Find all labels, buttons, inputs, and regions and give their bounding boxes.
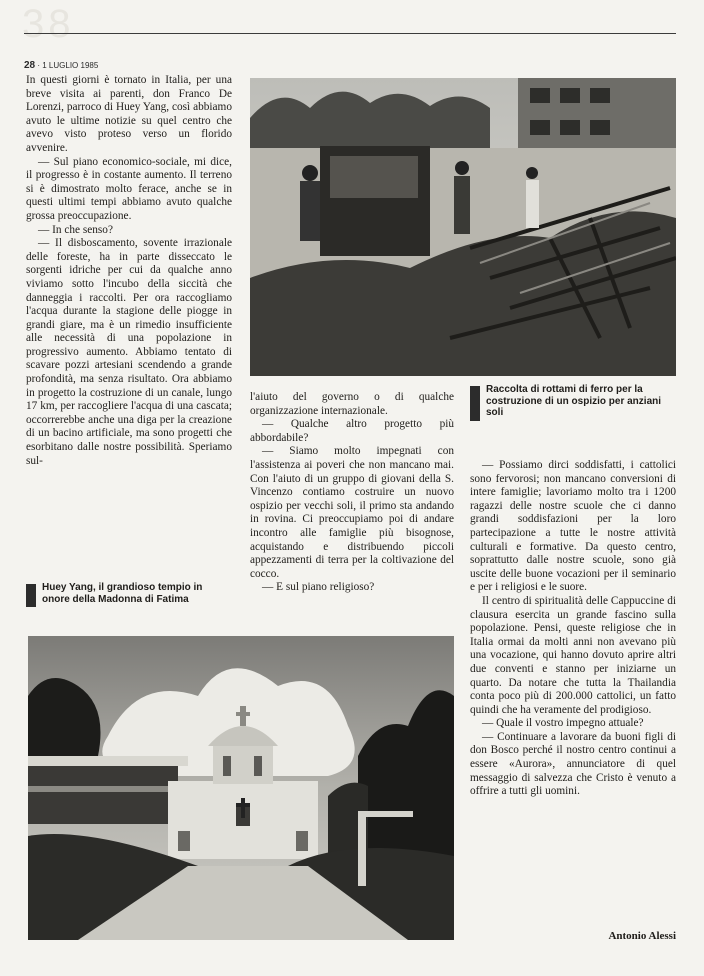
page-number: 28 bbox=[24, 60, 36, 71]
paragraph: — Continuare a lavorare da buoni figli di don Bosco perché il nostro centro continui a essere «Aurora», annunciatore di quel messaggio di salvezza che Cristo è venuto a offrire a tutti gli uomini. bbox=[470, 730, 676, 798]
caption-text: Raccolta di rottami di ferro per la costruzione di un ospizio per anziani soli bbox=[486, 384, 662, 418]
paragraph: — Sul piano economico-sociale, mi dice, il progresso è in costante aumento. Il terreno si è dimostrato molto ferace, anche se in questi ultimi tempi abbiamo avuto qualche grossa preoccupazione. bbox=[26, 155, 232, 222]
issue-date: 1 LUGLIO 1985 bbox=[42, 61, 99, 70]
paragraph: — Quale il vostro impegno attuale? bbox=[482, 717, 644, 730]
author-signature: Antonio Alessi bbox=[608, 930, 676, 942]
scrap-photo-caption bbox=[470, 384, 676, 419]
caption-text: Huey Yang, il grandioso tempio in onore della Madonna di Fatima bbox=[42, 582, 203, 605]
article-column-1 bbox=[26, 74, 232, 468]
church-photo bbox=[28, 636, 454, 940]
paragraph: l'aiuto del governo o di qualche organizzazione internazionale. bbox=[250, 391, 454, 417]
paragraph: — Il disboscamento, sovente irrazionale delle foreste, ha in parte disseccato le sorgenti idriche per cui da qualche anno viviamo sotto l'incubo della siccità che danneggia i raccolti. Per ora raccogliamo l'acqua durante la stagione delle piogge in grandi giare, ma è un rimedio insufficiente alle necessità di una popolazione in progressivo aumento. Abbiamo tentato di scavare pozzi artesiani scendendo a grande profondità, ma senza risultato. Ora abbiamo in progetto la costruzione di un canale, lungo 17 km, per raccogliere l'acqua di una cascata; occorrerebbe anche una diga per la creazione di un bacino artificiale, ma sono progetti che esorbitano dalle nostre possibilità. Speriamo sul- bbox=[26, 237, 232, 467]
ghost-print-through: 38 bbox=[22, 2, 75, 46]
header-rule bbox=[24, 33, 676, 34]
paragraph: — Siamo molto impegnati con l'assistenza ai poveri che non mancano mai. Con l'aiuto di un gruppo di giovani della S. Vincenzo contiamo costruire un nuovo ospizio per vecchi soli, il primo sta andando in rovina. Ci preoccupiamo poi di andare incontro alle famiglie più bisognose, acquistando e distribuendo piccoli appezzamenti di terra per la coltivazione del cocco. bbox=[250, 445, 454, 580]
article-column-3 bbox=[470, 459, 676, 799]
scrap-iron-photo bbox=[250, 78, 676, 376]
caption-bar bbox=[470, 386, 480, 421]
paragraph: — Qualche altro progetto più abbordabile? bbox=[250, 418, 454, 444]
church-photo-caption bbox=[26, 582, 222, 605]
caption-bar bbox=[26, 584, 36, 607]
paragraph: In questi giorni è tornato in Italia, per una breve visita ai parenti, don Franco De Lorenzi, parroco di Huey Yang, così abbiamo avuto le ultime notizie su quel centro che avevo visto proteso verso un florido avvenire. bbox=[26, 74, 232, 154]
paragraph: — Possiamo dirci soddisfatti, i cattolici sono fervorosi; non mancano conversioni di intere famiglie; lavoriamo molto tra i 1200 ragazzi delle nostre scuole che ci danno grandi soddisfazioni per la loro partecipazione a tutte le nostre attività culturali e formative. Da questo centro, soprattutto dalle nostre scuole, sono già uscite delle buone vocazioni per il seminario e per i religiosi e le suore. bbox=[470, 459, 676, 594]
paragraph: Il centro di spiritualità delle Cappuccine di clausura esercita un grande fascino sulla popolazione. Pensi, queste religiose che in Italia ormai da molti anni non avevano più una vocazione, qui hanno dovuto aprire altri due conventi e stanno per iniziarne un quarto. Da notare che tutta la Thailandia conta poco più di 200.000 cattolici, un fatto quindi che ha veramente del prodigioso. bbox=[470, 594, 676, 716]
paragraph: — E sul piano religioso? bbox=[262, 581, 375, 594]
folio: 28 · 1 LUGLIO 1985 bbox=[24, 60, 99, 71]
paragraph: — In che senso? bbox=[38, 223, 113, 236]
article-column-2 bbox=[250, 391, 454, 595]
